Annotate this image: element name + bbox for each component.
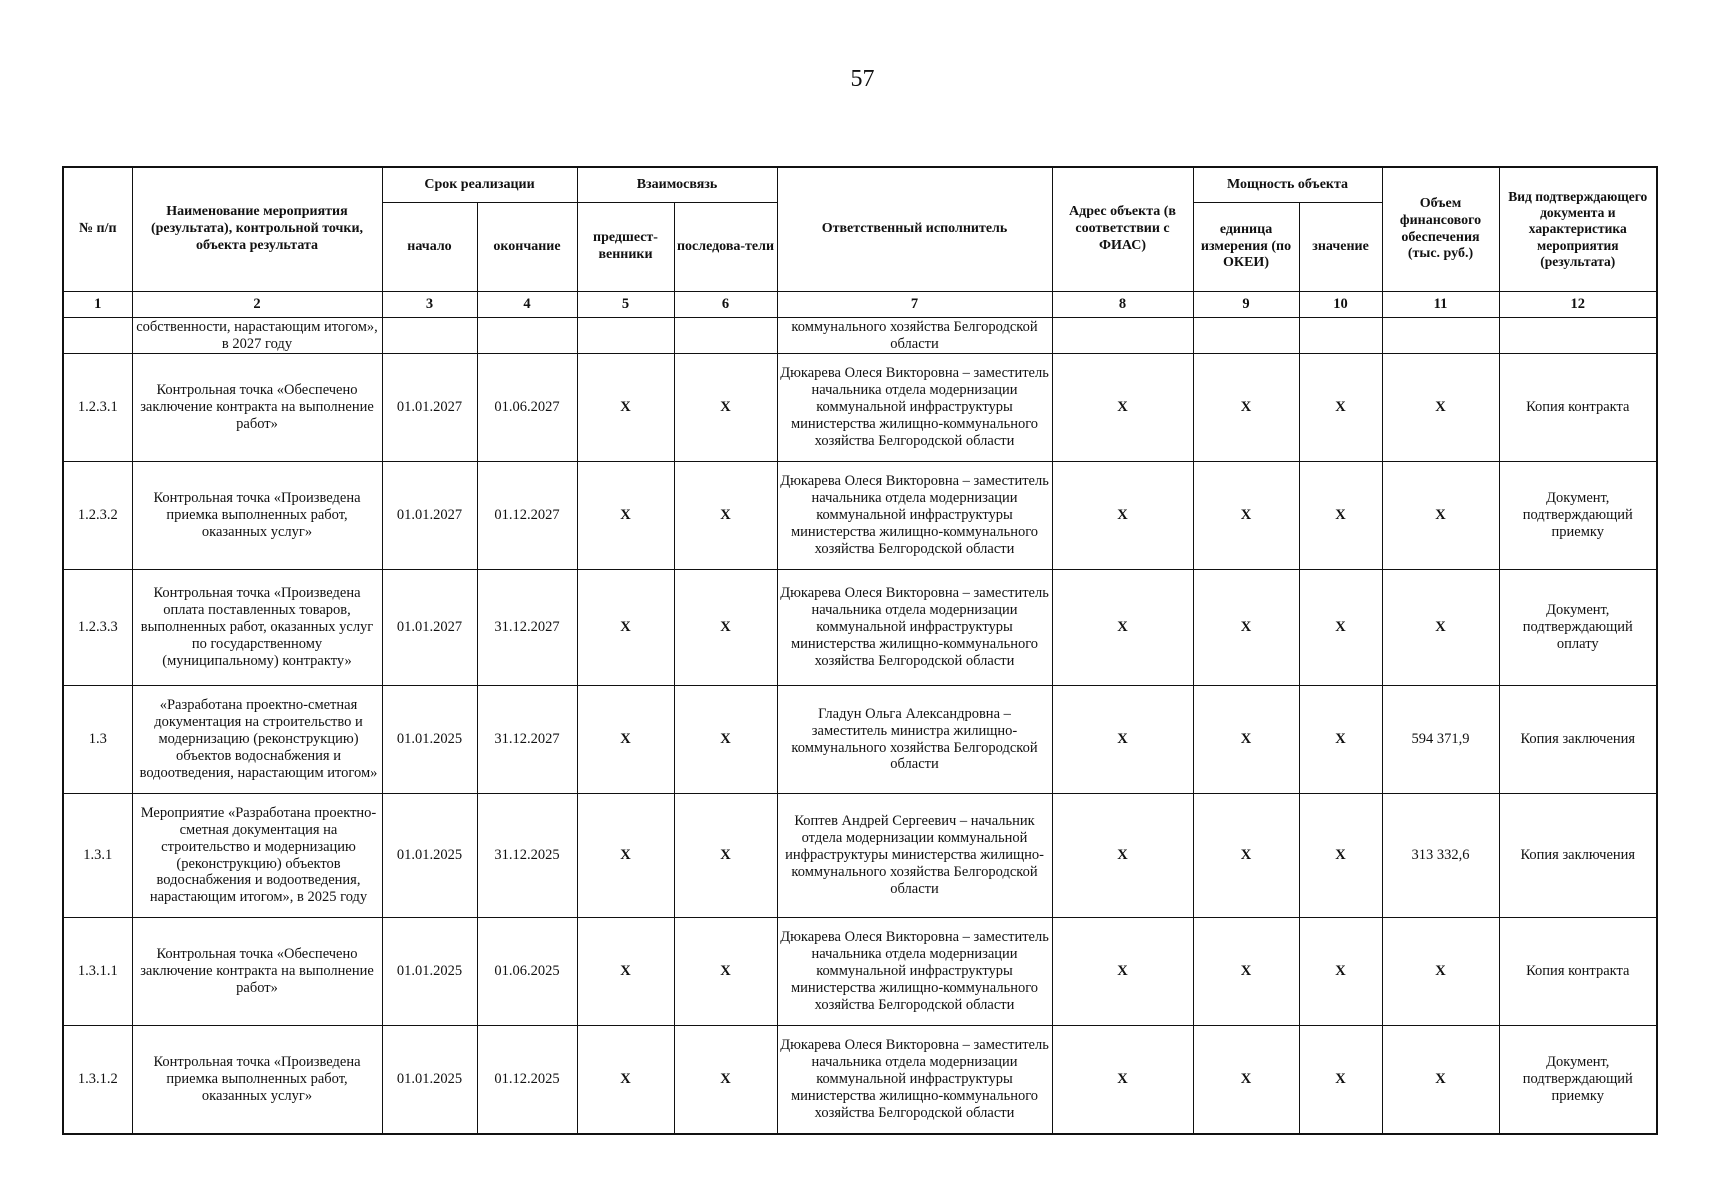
address: X [1052, 570, 1193, 686]
header-doc-type: Вид подтверждающего документа и характеристика мероприятия (результата) [1499, 167, 1657, 292]
doc-type: Копия контракта [1499, 354, 1657, 462]
column-number: 12 [1499, 292, 1657, 318]
value: X [1299, 1026, 1382, 1134]
unit: X [1193, 794, 1299, 918]
successors: X [674, 794, 777, 918]
end-date: 01.06.2027 [477, 354, 577, 462]
table-row [63, 318, 1657, 354]
column-number: 6 [674, 292, 777, 318]
successors: X [674, 462, 777, 570]
doc-type: Копия контракта [1499, 918, 1657, 1026]
header-capacity-value: значение [1299, 203, 1382, 292]
row-number: 1.2.3.3 [63, 570, 132, 686]
funding: 594 371,9 [1382, 686, 1499, 794]
doc-type: Документ, подтверждающий приемку [1499, 1026, 1657, 1134]
row-number: 1.3.1.2 [63, 1026, 132, 1134]
funding [1382, 318, 1499, 354]
executor: Дюкарева Олеся Викторовна – заместитель начальника отдела модернизации коммунальной инфраструктуры министерства жилищно-коммунального хозяйства Белгородской области [777, 1026, 1052, 1134]
doc-type: Копия заключения [1499, 686, 1657, 794]
successors: X [674, 1026, 777, 1134]
executor: Дюкарева Олеся Викторовна – заместитель начальника отдела модернизации коммунальной инфраструктуры министерства жилищно-коммунального хозяйства Белгородской области [777, 462, 1052, 570]
start-date: 01.01.2025 [382, 686, 477, 794]
value: X [1299, 686, 1382, 794]
address [1052, 318, 1193, 354]
start-date: 01.01.2025 [382, 918, 477, 1026]
doc-type: Документ, подтверждающий приемку [1499, 462, 1657, 570]
funding: X [1382, 570, 1499, 686]
header-period-end: окончание [477, 203, 577, 292]
start-date: 01.01.2027 [382, 570, 477, 686]
activity-name: Контрольная точка «Обеспечено заключение контракта на выполнение работ» [132, 354, 382, 462]
successors: X [674, 570, 777, 686]
address: X [1052, 354, 1193, 462]
funding: X [1382, 1026, 1499, 1134]
row-number: 1.3.1 [63, 794, 132, 918]
predecessors: X [577, 1026, 674, 1134]
activity-name: Контрольная точка «Произведена приемка выполненных работ, оказанных услуг» [132, 1026, 382, 1134]
end-date: 31.12.2027 [477, 570, 577, 686]
header-num: № п/п [63, 167, 132, 292]
end-date: 31.12.2025 [477, 794, 577, 918]
table-row [63, 354, 1657, 462]
activity-name: собственности, нарастающим итогом», в 2027 году [132, 318, 382, 354]
header-period: Срок реализации [382, 167, 577, 203]
table-row [63, 1026, 1657, 1134]
predecessors: X [577, 686, 674, 794]
end-date: 31.12.2027 [477, 686, 577, 794]
address: X [1052, 918, 1193, 1026]
end-date: 01.06.2025 [477, 918, 577, 1026]
predecessors: X [577, 918, 674, 1026]
activity-name: Контрольная точка «Произведена приемка выполненных работ, оказанных услуг» [132, 462, 382, 570]
header-capacity: Мощность объекта [1193, 167, 1382, 203]
unit: X [1193, 686, 1299, 794]
column-number: 9 [1193, 292, 1299, 318]
activity-name: «Разработана проектно-сметная документация на строительство и модернизацию (реконструкцию) объектов водоснабжения и водоотведения, нарастающим итогом» [132, 686, 382, 794]
predecessors: X [577, 354, 674, 462]
value: X [1299, 462, 1382, 570]
value: X [1299, 570, 1382, 686]
value: X [1299, 794, 1382, 918]
doc-type: Документ, подтверждающий оплату [1499, 570, 1657, 686]
unit: X [1193, 918, 1299, 1026]
column-number: 8 [1052, 292, 1193, 318]
activity-plan-table [62, 166, 1658, 1135]
header-relation: Взаимосвязь [577, 167, 777, 203]
row-number: 1.3.1.1 [63, 918, 132, 1026]
row-number: 1.2.3.2 [63, 462, 132, 570]
doc-type [1499, 318, 1657, 354]
address: X [1052, 1026, 1193, 1134]
doc-type: Копия заключения [1499, 794, 1657, 918]
header-executor: Ответственный исполнитель [777, 167, 1052, 292]
start-date: 01.01.2025 [382, 1026, 477, 1134]
end-date: 01.12.2027 [477, 462, 577, 570]
start-date [382, 318, 477, 354]
column-number: 3 [382, 292, 477, 318]
successors: X [674, 686, 777, 794]
unit: X [1193, 462, 1299, 570]
table-row [63, 462, 1657, 570]
header-name: Наименование мероприятия (результата), контрольной точки, объекта результата [132, 167, 382, 292]
executor: Дюкарева Олеся Викторовна – заместитель начальника отдела модернизации коммунальной инфраструктуры министерства жилищно-коммунального хозяйства Белгородской области [777, 354, 1052, 462]
column-number: 7 [777, 292, 1052, 318]
start-date: 01.01.2025 [382, 794, 477, 918]
header-capacity-unit: единица измерения (по ОКЕИ) [1193, 203, 1299, 292]
column-number: 10 [1299, 292, 1382, 318]
predecessors [577, 318, 674, 354]
unit [1193, 318, 1299, 354]
executor: Дюкарева Олеся Викторовна – заместитель начальника отдела модернизации коммунальной инфраструктуры министерства жилищно-коммунального хозяйства Белгородской области [777, 918, 1052, 1026]
header-period-start: начало [382, 203, 477, 292]
funding: X [1382, 918, 1499, 1026]
header-row-top [63, 167, 1657, 203]
successors: X [674, 354, 777, 462]
executor: коммунального хозяйства Белгородской области [777, 318, 1052, 354]
address: X [1052, 794, 1193, 918]
header-relation-prev: предшест-венники [577, 203, 674, 292]
executor: Гладун Ольга Александровна – заместитель министра жилищно-коммунального хозяйства Белгородской области [777, 686, 1052, 794]
column-number-row [63, 292, 1657, 318]
row-number: 1.3 [63, 686, 132, 794]
end-date: 01.12.2025 [477, 1026, 577, 1134]
successors: X [674, 918, 777, 1026]
header-address: Адрес объекта (в соответствии с ФИАС) [1052, 167, 1193, 292]
column-number: 5 [577, 292, 674, 318]
address: X [1052, 686, 1193, 794]
start-date: 01.01.2027 [382, 354, 477, 462]
page-number: 57 [850, 66, 875, 92]
column-number: 4 [477, 292, 577, 318]
row-number: 1.2.3.1 [63, 354, 132, 462]
unit: X [1193, 1026, 1299, 1134]
funding: X [1382, 354, 1499, 462]
executor: Коптев Андрей Сергеевич – начальник отдела модернизации коммунальной инфраструктуры министерства жилищно-коммунального хозяйства Белгородской области [777, 794, 1052, 918]
column-number: 1 [63, 292, 132, 318]
column-number: 11 [1382, 292, 1499, 318]
predecessors: X [577, 570, 674, 686]
activity-name: Мероприятие «Разработана проектно-сметная документация на строительство и модернизацию (реконструкцию) объектов водоснабжения и водоотведения, нарастающим итогом», в 2025 году [132, 794, 382, 918]
table-row [63, 686, 1657, 794]
table-row [63, 918, 1657, 1026]
unit: X [1193, 570, 1299, 686]
column-number: 2 [132, 292, 382, 318]
end-date [477, 318, 577, 354]
header-relation-next: последова-тели [674, 203, 777, 292]
start-date: 01.01.2027 [382, 462, 477, 570]
header-funding: Объем финансового обеспечения (тыс. руб.) [1382, 167, 1499, 292]
executor: Дюкарева Олеся Викторовна – заместитель начальника отдела модернизации коммунальной инфраструктуры министерства жилищно-коммунального хозяйства Белгородской области [777, 570, 1052, 686]
table-row [63, 570, 1657, 686]
unit: X [1193, 354, 1299, 462]
value: X [1299, 354, 1382, 462]
table-row [63, 794, 1657, 918]
funding: X [1382, 462, 1499, 570]
predecessors: X [577, 794, 674, 918]
activity-name: Контрольная точка «Обеспечено заключение контракта на выполнение работ» [132, 918, 382, 1026]
value [1299, 318, 1382, 354]
value: X [1299, 918, 1382, 1026]
row-number [63, 318, 132, 354]
successors [674, 318, 777, 354]
address: X [1052, 462, 1193, 570]
funding: 313 332,6 [1382, 794, 1499, 918]
predecessors: X [577, 462, 674, 570]
activity-name: Контрольная точка «Произведена оплата поставленных товаров, выполненных работ, оказанных услуг по государственному (муниципальному) контракту» [132, 570, 382, 686]
